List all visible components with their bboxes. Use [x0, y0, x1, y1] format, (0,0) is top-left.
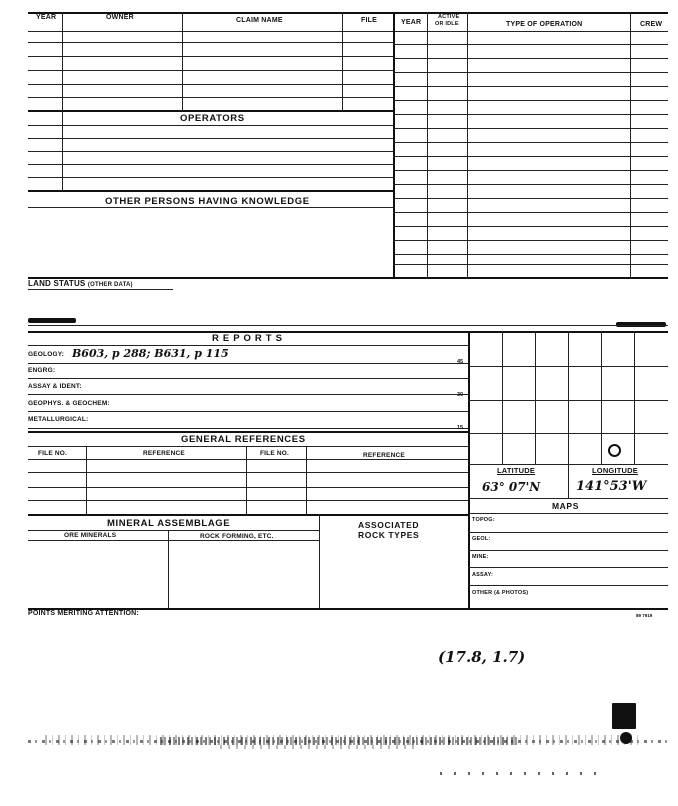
col-claim-name: CLAIM NAME — [236, 17, 283, 24]
col-owner: OWNER — [106, 14, 134, 21]
geol-label: GEOL: — [472, 536, 491, 542]
other-photos-label: OTHER (& PHOTOS) — [472, 590, 529, 596]
land-status-label — [28, 279, 133, 288]
col-rock-forming: ROCK FORMING, ETC. — [200, 533, 274, 540]
col-ore-minerals: ORE MINERALS — [64, 532, 117, 539]
grid-number-15: 15 — [457, 425, 464, 431]
associated-line1: ASSOCIATED — [358, 520, 420, 530]
associated-line2: ROCK TYPES — [358, 530, 420, 540]
grid-number-45: 45 — [457, 359, 464, 365]
col-reference-1: REFERENCE — [143, 450, 185, 457]
longitude-label: LONGITUDE — [592, 466, 638, 475]
col-active-line1: ACTIVE — [438, 14, 460, 20]
points-meriting-attention-label: POINTS MERITING ATTENTION: — [28, 610, 139, 617]
form-number: 89 7919 — [636, 613, 653, 618]
col-reference-2: REFERENCE — [363, 452, 405, 459]
latitude-label: LATITUDE — [497, 466, 536, 475]
geology-value: B603, p 288; B631, p 115 — [72, 347, 229, 360]
maps-assay-label: ASSAY: — [472, 572, 494, 578]
land-status-text: LAND STATUS — [28, 279, 86, 288]
general-references-header: GENERAL REFERENCES — [181, 434, 306, 445]
longitude-value: 141°53'W — [576, 479, 647, 494]
col-year: YEAR — [36, 14, 57, 21]
geology-label: GEOLOGY: — [28, 351, 65, 358]
operators-header: OPERATORS — [180, 113, 245, 124]
grid-number-30: 30 — [457, 392, 464, 398]
col-file-no-1: FILE NO. — [38, 450, 68, 457]
metallurgical-label: METALLURGICAL: — [28, 416, 89, 423]
mineral-assemblage-header: MINERAL ASSEMBLAGE — [107, 518, 231, 529]
col-file: FILE — [361, 17, 377, 24]
col-crew: CREW — [640, 21, 663, 28]
col-file-no-2: FILE NO. — [260, 450, 290, 457]
engrg-label: ENGRG: — [28, 367, 56, 374]
maps-header: MAPS — [552, 501, 579, 511]
mine-label: MINE: — [472, 554, 489, 560]
handwritten-note: (17.8, 1.7) — [438, 648, 526, 666]
geophys-geochem-label: GEOPHYS. & GEOCHEM: — [28, 400, 110, 407]
assay-ident-label: ASSAY & IDENT: — [28, 383, 82, 390]
col-active-line2: OR IDLE — [435, 21, 459, 27]
col-type-of-operation: TYPE OF OPERATION — [506, 21, 583, 28]
location-circle-icon — [608, 444, 621, 457]
col-year-2: YEAR — [401, 19, 422, 26]
topog-label: TOPOG: — [472, 517, 495, 523]
land-status-sublabel: (OTHER DATA) — [87, 282, 133, 288]
other-persons-header: OTHER PERSONS HAVING KNOWLEDGE — [105, 196, 310, 207]
reports-header: REPORTS — [212, 333, 286, 344]
latitude-value: 63° 07'N — [482, 480, 541, 494]
